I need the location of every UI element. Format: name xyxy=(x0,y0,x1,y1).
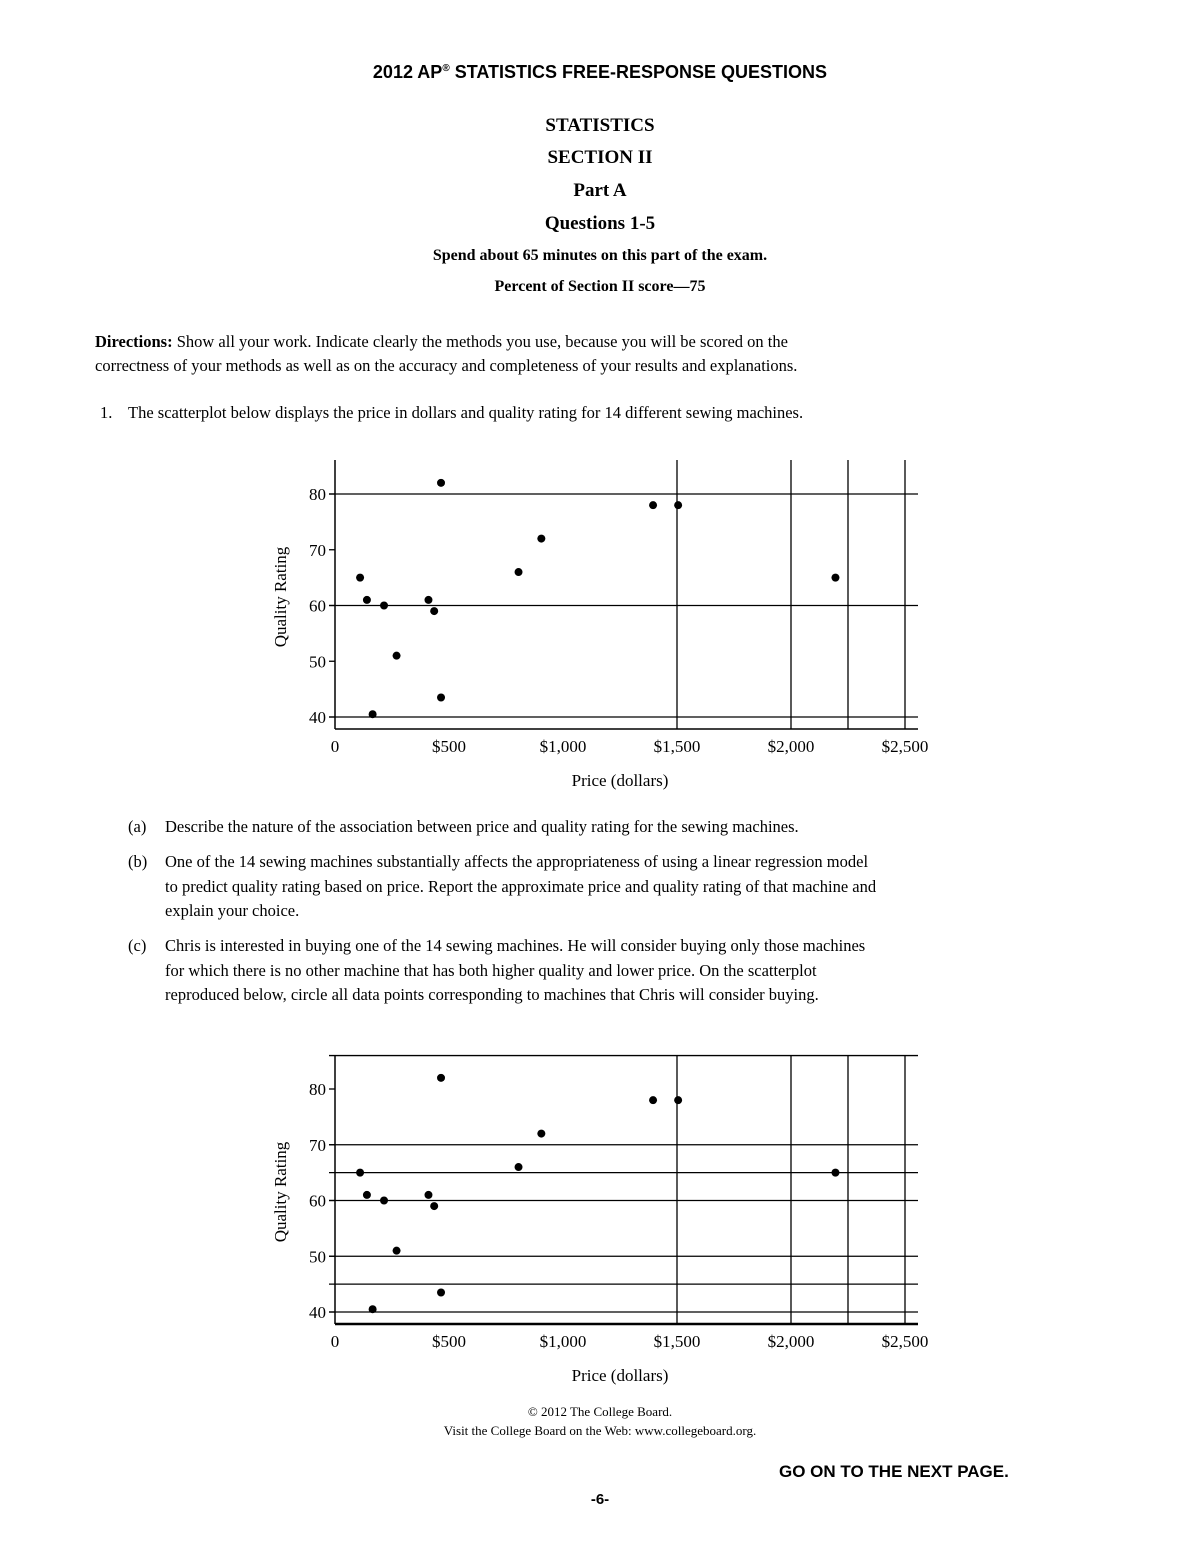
data-point xyxy=(363,1191,371,1199)
x-tick-label: $1,000 xyxy=(539,737,587,756)
data-point xyxy=(674,501,682,509)
data-point xyxy=(674,1096,682,1104)
x-tick-label: 0 xyxy=(330,737,340,756)
title-text: 2012 AP xyxy=(372,62,443,82)
section-subject: STATISTICS xyxy=(545,115,655,136)
data-point xyxy=(831,1169,839,1177)
next-page-notice: GO ON TO THE NEXT PAGE. xyxy=(779,1462,1009,1481)
part-b-text-1: One of the 14 sewing machines substantially affects the appropriateness of using a linear regression model xyxy=(165,852,869,871)
part-b-text-3: explain your choice. xyxy=(165,901,300,920)
x-tick-label: $1,500 xyxy=(653,737,701,756)
data-point xyxy=(537,535,545,543)
part-c-text-1: Chris is interested in buying one of the 14 sewing machines. He will consider buying only those machines xyxy=(165,936,866,955)
x-tick-label: $1,500 xyxy=(653,1332,701,1351)
registered-mark: ® xyxy=(442,63,450,74)
x-tick-label: $500 xyxy=(432,1332,466,1351)
directions-text: Show all your work. Indicate clearly the methods you use, because you will be scored on the xyxy=(172,332,788,351)
x-tick-label: $2,500 xyxy=(881,737,929,756)
x-tick-label: $2,500 xyxy=(881,1332,929,1351)
y-tick-label: 70 xyxy=(309,1135,326,1155)
data-point xyxy=(437,479,445,487)
data-point xyxy=(369,1305,377,1313)
page-number: -6- xyxy=(590,1491,610,1508)
y-tick-label: 50 xyxy=(309,1247,326,1267)
part-a-label: (a) xyxy=(128,817,147,836)
section-number: SECTION II xyxy=(547,147,653,168)
directions-line-2: correctness of your methods as well as on the accuracy and completeness of your results and explanations. xyxy=(95,356,798,375)
data-point xyxy=(515,568,523,576)
data-point xyxy=(363,596,371,604)
data-point xyxy=(437,1288,445,1296)
data-point xyxy=(393,652,401,660)
y-tick-label: 80 xyxy=(309,485,326,504)
data-point xyxy=(649,1096,657,1104)
part-c-label: (c) xyxy=(128,936,147,955)
data-point xyxy=(430,1202,438,1210)
data-point xyxy=(515,1163,523,1171)
y-tick-label: 80 xyxy=(309,1080,326,1099)
data-point xyxy=(380,1197,388,1205)
scatterplot-2 xyxy=(240,1050,940,1390)
score-percent: Percent of Section II score—75 xyxy=(494,278,706,295)
question-text: The scatterplot below displays the price in dollars and quality rating for 14 different sewing machines. xyxy=(128,403,804,422)
y-tick-label: 50 xyxy=(309,652,326,672)
x-tick-label: $500 xyxy=(432,737,466,756)
x-tick-label: $1,000 xyxy=(539,1332,587,1351)
y-axis-label: Quality Rating xyxy=(271,546,290,648)
y-tick-label: 40 xyxy=(309,708,326,727)
data-point xyxy=(437,1074,445,1082)
data-point xyxy=(356,1169,364,1177)
part-c-text-2: for which there is no other machine that has both higher quality and lower price. On the scatterplot xyxy=(165,961,817,980)
y-tick-label: 60 xyxy=(309,596,326,616)
part-c-text-3: reproduced below, circle all data points corresponding to machines that Chris will consider buying. xyxy=(165,985,819,1004)
y-tick-label: 70 xyxy=(309,540,326,560)
questions-range: Questions 1-5 xyxy=(544,213,656,234)
part-a-text: Describe the nature of the association between price and quality rating for the sewing machines. xyxy=(165,817,799,836)
data-point xyxy=(437,693,445,701)
copyright: © 2012 The College Board. xyxy=(527,1404,673,1419)
data-point xyxy=(380,602,388,610)
part-label: Part A xyxy=(573,180,627,201)
data-point xyxy=(430,607,438,615)
part-b-text-2: to predict quality rating based on price. Report the approximate price and quality rating of that machine and xyxy=(165,877,877,896)
data-point xyxy=(424,1191,432,1199)
data-point xyxy=(649,501,657,509)
y-tick-label: 40 xyxy=(309,1303,326,1322)
data-point xyxy=(537,1130,545,1138)
directions-line-1 xyxy=(95,334,788,351)
x-tick-label: $2,000 xyxy=(767,737,815,756)
data-point xyxy=(356,574,364,582)
x-axis-label: Price (dollars) xyxy=(571,771,669,790)
directions-label: Directions: xyxy=(95,332,173,351)
y-axis-label: Quality Rating xyxy=(271,1141,290,1243)
x-axis-label: Price (dollars) xyxy=(571,1366,669,1385)
data-point xyxy=(831,574,839,582)
data-point xyxy=(424,596,432,604)
x-tick-label: 0 xyxy=(330,1332,340,1351)
title-text-rest: STATISTICS FREE-RESPONSE QUESTIONS xyxy=(449,62,828,82)
page-header-title xyxy=(0,63,1200,81)
data-point xyxy=(369,710,377,718)
part-b-label: (b) xyxy=(128,852,148,871)
time-instruction: Spend about 65 minutes on this part of the exam. xyxy=(432,247,768,264)
x-tick-label: $2,000 xyxy=(767,1332,815,1351)
y-tick-label: 60 xyxy=(309,1191,326,1211)
visit-website: Visit the College Board on the Web: www.collegeboard.org. xyxy=(443,1423,757,1438)
scatterplot-1 xyxy=(240,455,940,795)
data-point xyxy=(393,1247,401,1255)
question-number: 1. xyxy=(100,403,113,422)
